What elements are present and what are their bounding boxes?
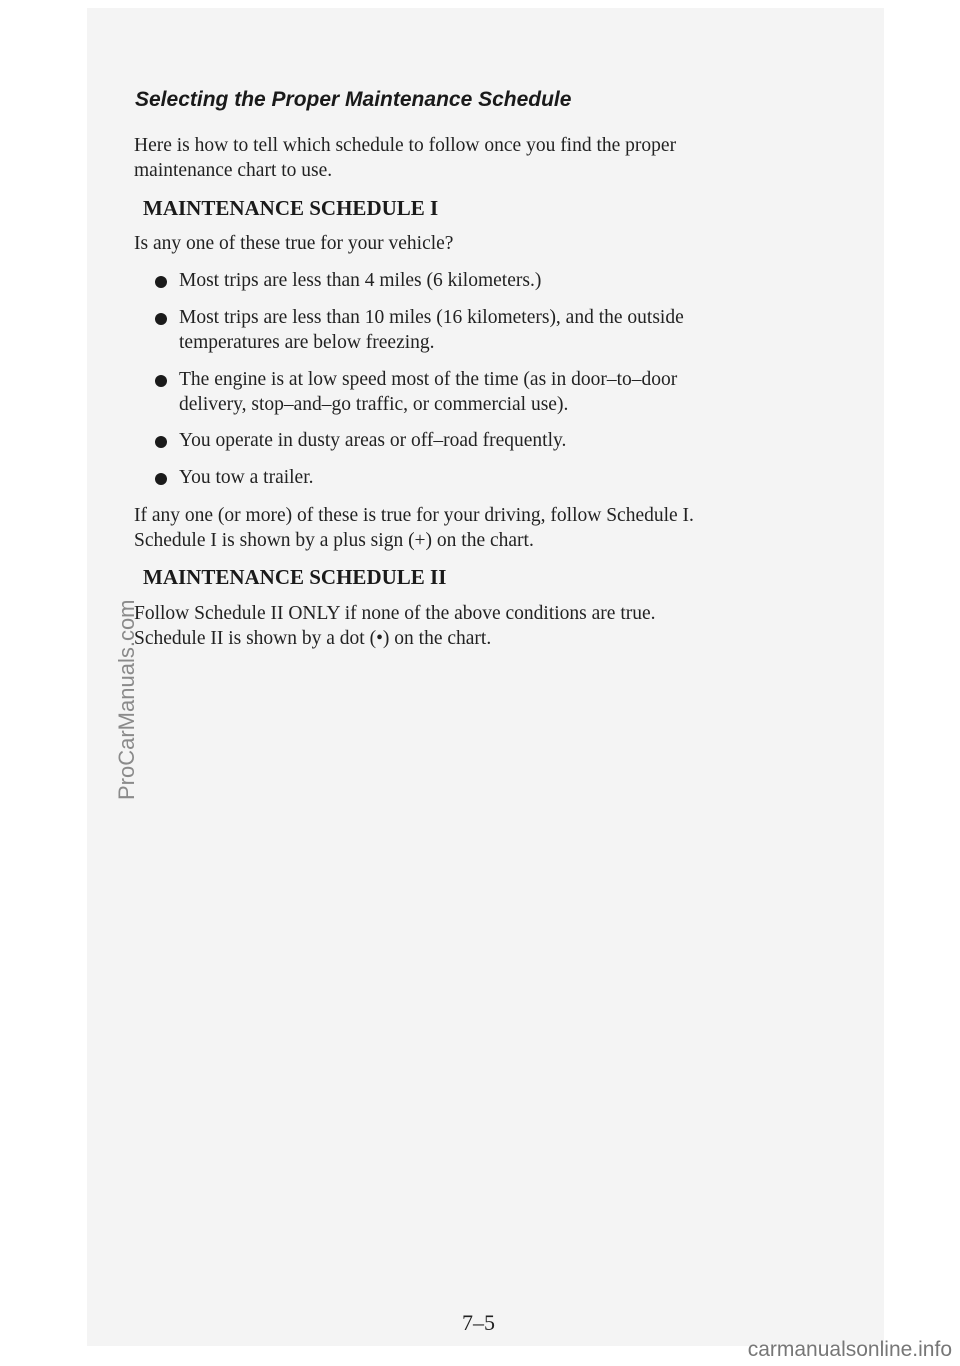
schedule-1-conclusion-line-2: Schedule I is shown by a plus sign (+) on the chart. xyxy=(134,530,534,551)
list-item-text: delivery, stop–and–go traffic, or commercial use). xyxy=(179,394,569,415)
schedule-2-heading: MAINTENANCE SCHEDULE II xyxy=(143,565,447,589)
list-item-text: temperatures are below freezing. xyxy=(179,332,435,353)
schedule-2-text-line-1: Follow Schedule II ONLY if none of the above conditions are true. xyxy=(134,603,656,624)
bullet-icon xyxy=(155,473,167,485)
bullet-icon xyxy=(155,375,167,387)
section-title: Selecting the Proper Maintenance Schedule xyxy=(135,88,572,111)
schedule-1-conclusion-line-1: If any one (or more) of these is true for your driving, follow Schedule I. xyxy=(134,505,694,526)
side-watermark: ProCarManuals.com xyxy=(114,599,139,800)
page-number: 7–5 xyxy=(462,1310,495,1335)
schedule-1-question: Is any one of these true for your vehicle? xyxy=(134,233,454,254)
bullet-icon xyxy=(155,436,167,448)
list-item-text: Most trips are less than 10 miles (16 kilometers), and the outside xyxy=(179,307,684,328)
list-item-text: The engine is at low speed most of the time (as in door–to–door xyxy=(179,369,678,390)
schedule-1-heading: MAINTENANCE SCHEDULE I xyxy=(143,196,439,220)
list-item-text: Most trips are less than 4 miles (6 kilometers.) xyxy=(179,270,542,291)
list-item-text: You operate in dusty areas or off–road frequently. xyxy=(179,430,567,451)
list-item-text: You tow a trailer. xyxy=(179,467,314,488)
intro-line-2: maintenance chart to use. xyxy=(134,160,333,181)
bullet-icon xyxy=(155,313,167,325)
intro-line-1: Here is how to tell which schedule to follow once you find the proper xyxy=(134,135,677,156)
schedule-2-text-line-2: Schedule II is shown by a dot (•) on the chart. xyxy=(134,628,492,649)
bullet-icon xyxy=(155,276,167,288)
bottom-watermark: carmanualsonline.info xyxy=(747,1338,952,1361)
